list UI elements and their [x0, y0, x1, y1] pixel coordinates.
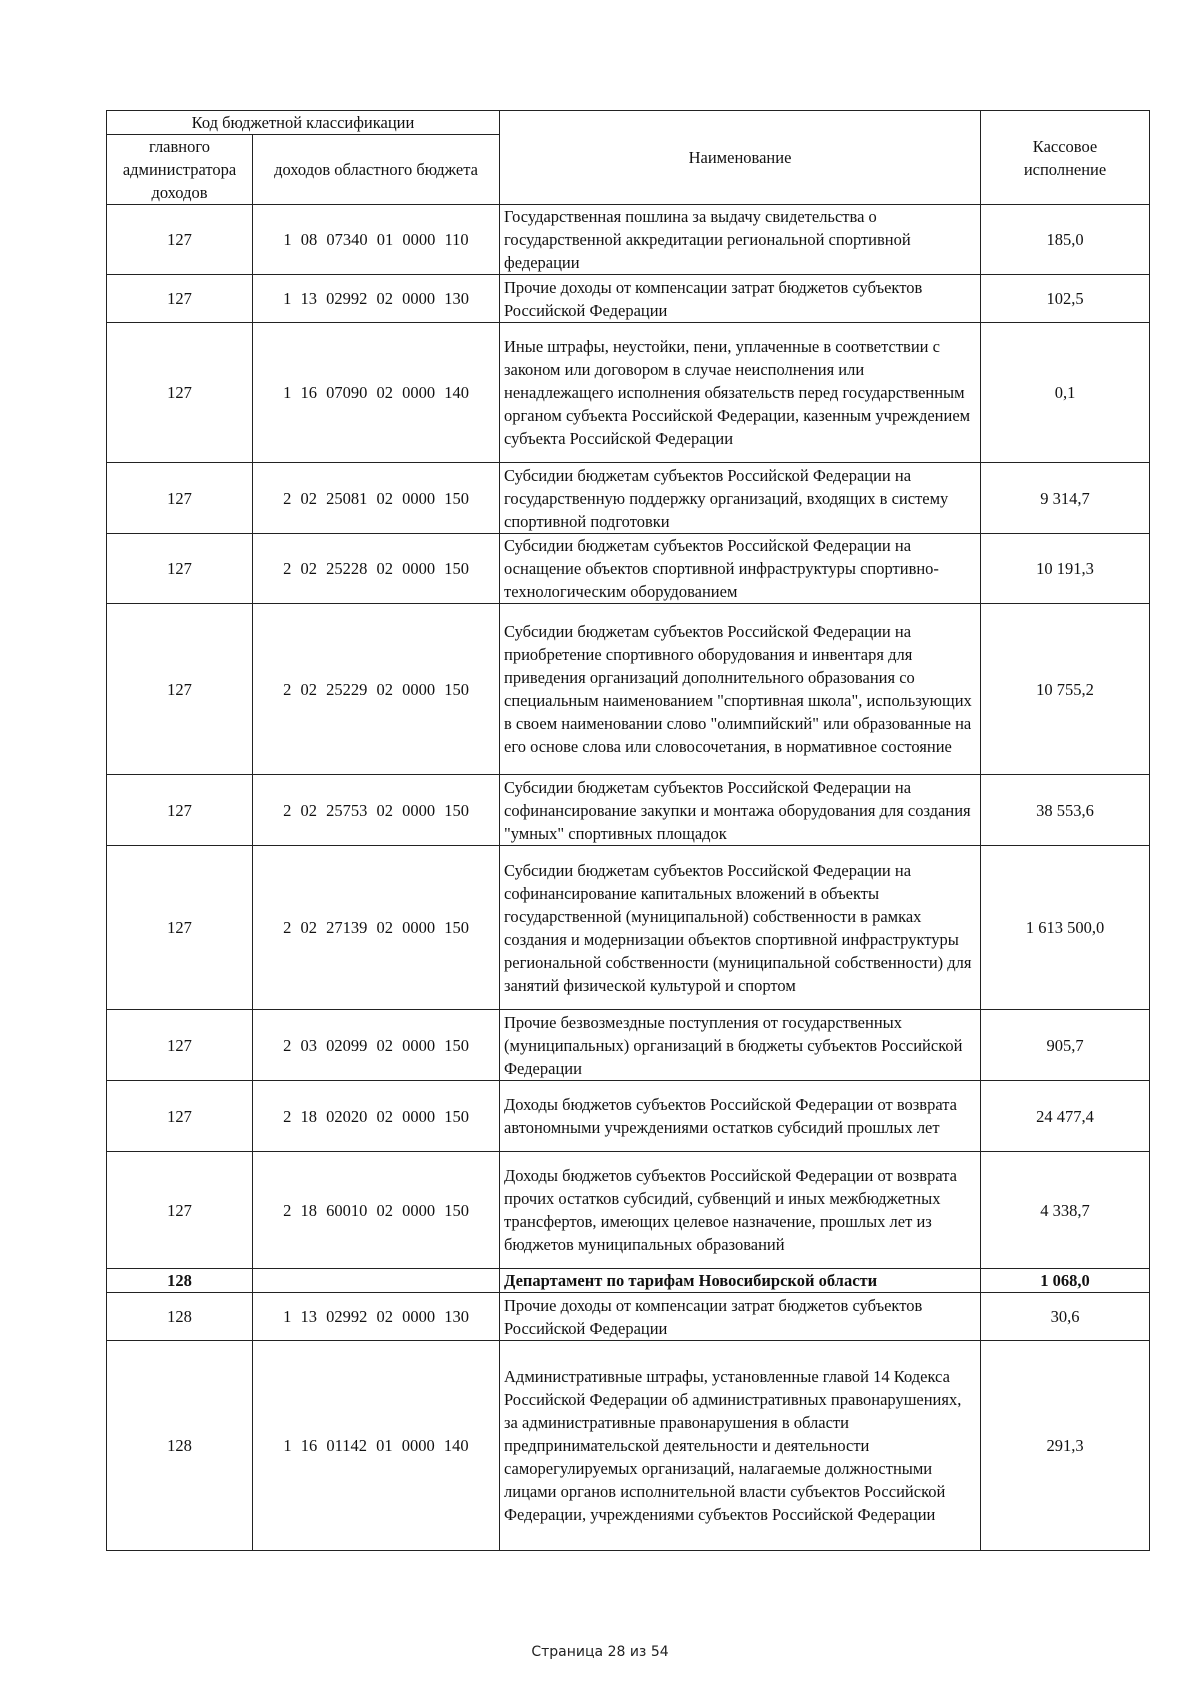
- table-row-department: [107, 1269, 1150, 1293]
- cell-amount: 185,0: [981, 205, 1150, 275]
- header-code: доходов областного бюджета: [253, 135, 500, 205]
- cell-admin: 127: [107, 1152, 253, 1269]
- cell-code: 2 02 25228 02 0000 150: [253, 534, 500, 604]
- cell-code: 2 02 25229 02 0000 150: [253, 604, 500, 775]
- table-row: [107, 275, 1150, 323]
- cell-name: Субсидии бюджетам субъектов Российской Федерации на оснащение объектов спортивной инфраструктуры спортивно-технологическим оборудованием: [500, 534, 981, 604]
- cell-amount: 10 191,3: [981, 534, 1150, 604]
- cell-amount: 9 314,7: [981, 463, 1150, 534]
- cell-amount: 0,1: [981, 323, 1150, 463]
- cell-code: 2 18 60010 02 0000 150: [253, 1152, 500, 1269]
- cell-name: Прочие доходы от компенсации затрат бюджетов субъектов Российской Федерации: [500, 275, 981, 323]
- cell-name: Субсидии бюджетам субъектов Российской Федерации на государственную поддержку организаций, входящих в систему спортивной подготовки: [500, 463, 981, 534]
- table-row: [107, 1341, 1150, 1551]
- cell-admin: 128: [107, 1341, 253, 1551]
- cell-name: Административные штрафы, установленные главой 14 Кодекса Российской Федерации об административных правонарушениях, за административные правонарушения в области предпринимательской деятельности и деятельности саморегулируемых организаций, налагаемые должностными лицами органов исполнительной власти субъектов Российской Федерации, учреждениями субъектов Российской Федерации: [500, 1341, 981, 1551]
- cell-name: Иные штрафы, неустойки, пени, уплаченные в соответствии с законом или договором в случае неисполнения или ненадлежащего исполнения обязательств перед государственным органом субъекта Российской Федерации, казенным учреждением субъекта Российской Федерации: [500, 323, 981, 463]
- cell-admin: 127: [107, 463, 253, 534]
- cell-name: Департамент по тарифам Новосибирской области: [500, 1269, 981, 1293]
- cell-code: 2 02 25753 02 0000 150: [253, 775, 500, 846]
- cell-admin: 127: [107, 323, 253, 463]
- cell-code: 2 02 25081 02 0000 150: [253, 463, 500, 534]
- cell-admin: 127: [107, 205, 253, 275]
- cell-admin: 127: [107, 775, 253, 846]
- cell-amount: 30,6: [981, 1293, 1150, 1341]
- cell-amount: 24 477,4: [981, 1081, 1150, 1152]
- cell-code: 1 16 07090 02 0000 140: [253, 323, 500, 463]
- cell-name: Субсидии бюджетам субъектов Российской Федерации на софинансирование капитальных вложений в объекты государственной (муниципальной) собственности в рамках создания и модернизации объектов спортивной инфраструктуры региональной собственности (муниципальной собственности) для занятий физической культурой и спортом: [500, 846, 981, 1010]
- page-number: Страница 28 из 54: [531, 1644, 669, 1660]
- cell-code: 1 08 07340 01 0000 110: [253, 205, 500, 275]
- header-name: Наименование: [500, 111, 981, 205]
- table-row: [107, 205, 1150, 275]
- budget-table: [106, 110, 1150, 1551]
- cell-admin: 127: [107, 534, 253, 604]
- cell-name: Субсидии бюджетам субъектов Российской Федерации на приобретение спортивного оборудования и инвентаря для приведения организаций дополнительного образования со специальным наименованием "спортивная школа", использующих в своем наименовании слово "олимпийский" или образованные на его основе слова или словосочетания, в нормативное состояние: [500, 604, 981, 775]
- cell-amount: 291,3: [981, 1341, 1150, 1551]
- cell-amount: 905,7: [981, 1010, 1150, 1081]
- header-amount: Кассовое исполнение: [981, 111, 1150, 205]
- table-row: [107, 1010, 1150, 1081]
- cell-code: [253, 1269, 500, 1293]
- cell-admin: 128: [107, 1293, 253, 1341]
- table-row: [107, 604, 1150, 775]
- cell-admin: 128: [107, 1269, 253, 1293]
- cell-admin: 127: [107, 604, 253, 775]
- cell-admin: 127: [107, 1010, 253, 1081]
- budget-table-container: [106, 110, 1149, 1551]
- table-row: [107, 846, 1150, 1010]
- header-group-label: Код бюджетной классификации: [107, 111, 500, 135]
- cell-amount: 38 553,6: [981, 775, 1150, 846]
- cell-code: 2 03 02099 02 0000 150: [253, 1010, 500, 1081]
- cell-name: Доходы бюджетов субъектов Российской Федерации от возврата прочих остатков субсидий, субвенций и иных межбюджетных трансфертов, имеющих целевое назначение, прошлых лет из бюджетов муниципальных образований: [500, 1152, 981, 1269]
- cell-code: 1 13 02992 02 0000 130: [253, 1293, 500, 1341]
- cell-code: 1 16 01142 01 0000 140: [253, 1341, 500, 1551]
- cell-admin: 127: [107, 1081, 253, 1152]
- table-row: [107, 323, 1150, 463]
- table-row: [107, 1152, 1150, 1269]
- cell-amount: 10 755,2: [981, 604, 1150, 775]
- table-row: [107, 463, 1150, 534]
- table-row: [107, 775, 1150, 846]
- header-admin: главного администратора доходов: [107, 135, 253, 205]
- table-row: [107, 1081, 1150, 1152]
- cell-code: 2 18 02020 02 0000 150: [253, 1081, 500, 1152]
- cell-amount: 1 613 500,0: [981, 846, 1150, 1010]
- cell-admin: 127: [107, 846, 253, 1010]
- cell-amount: 102,5: [981, 275, 1150, 323]
- cell-code: 1 13 02992 02 0000 130: [253, 275, 500, 323]
- table-row: [107, 534, 1150, 604]
- cell-code: 2 02 27139 02 0000 150: [253, 846, 500, 1010]
- cell-name: Субсидии бюджетам субъектов Российской Федерации на софинансирование закупки и монтажа оборудования для создания "умных" спортивных площадок: [500, 775, 981, 846]
- cell-name: Прочие безвозмездные поступления от государственных (муниципальных) организаций в бюджеты субъектов Российской Федерации: [500, 1010, 981, 1081]
- cell-name: Прочие доходы от компенсации затрат бюджетов субъектов Российской Федерации: [500, 1293, 981, 1341]
- cell-amount: 1 068,0: [981, 1269, 1150, 1293]
- cell-admin: 127: [107, 275, 253, 323]
- cell-name: Государственная пошлина за выдачу свидетельства о государственной аккредитации региональной спортивной федерации: [500, 205, 981, 275]
- cell-amount: 4 338,7: [981, 1152, 1150, 1269]
- table-row: [107, 1293, 1150, 1341]
- cell-name: Доходы бюджетов субъектов Российской Федерации от возврата автономными учреждениями остатков субсидий прошлых лет: [500, 1081, 981, 1152]
